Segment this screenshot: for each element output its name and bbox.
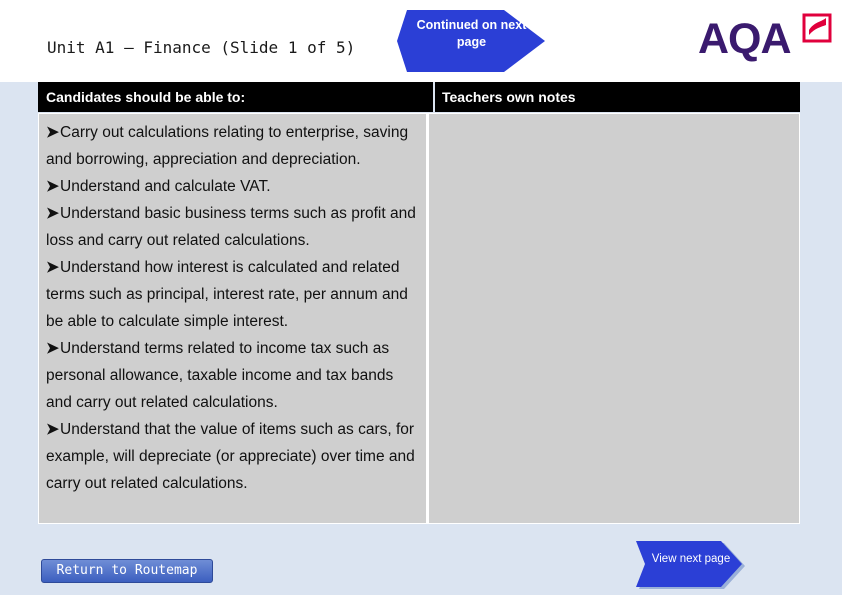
- view-next-page-button[interactable]: [634, 540, 748, 592]
- list-item-text: Understand and calculate VAT.: [60, 178, 271, 195]
- return-to-routemap-button[interactable]: Return to Routemap: [41, 559, 213, 583]
- list-item: [46, 254, 418, 335]
- view-next-label: View next page: [651, 553, 731, 565]
- objectives-list: [39, 114, 426, 497]
- list-item: [46, 335, 418, 416]
- list-item: [46, 200, 418, 254]
- arrow-bullet-icon: ➤: [46, 205, 59, 222]
- column-header-candidates: Candidates should be able to:: [46, 89, 246, 105]
- table-header: [38, 82, 800, 112]
- list-item-text: Understand terms related to income tax such as personal allowance, taxable income and tax bands and carry out related calculations.: [46, 340, 394, 411]
- arrow-bullet-icon: ➤: [46, 421, 59, 438]
- next-arrow-icon: [634, 540, 748, 592]
- logo-text: AQA: [698, 15, 791, 63]
- arrow-bullet-icon: ➤: [46, 259, 59, 276]
- arrow-bullet-icon: ➤: [46, 340, 59, 357]
- list-item-text: Understand how interest is calculated and related terms such as principal, interest rate, per annum and be able to calculate simple interest.: [46, 259, 408, 330]
- list-item: [46, 119, 418, 173]
- list-item-text: Understand that the value of items such as cars, for example, will depreciate (or appreciate) over time and carry out related calculations.: [46, 421, 415, 492]
- teachers-notes-cell[interactable]: [427, 113, 800, 524]
- list-item-text: Understand basic business terms such as profit and loss and carry out related calculations.: [46, 205, 416, 249]
- logo-mark-icon: [802, 13, 832, 43]
- continued-badge: [397, 9, 547, 73]
- list-item: [46, 416, 418, 497]
- list-item-text: Carry out calculations relating to enterprise, saving and borrowing, appreciation and depreciation.: [46, 124, 409, 168]
- arrow-bullet-icon: ➤: [46, 178, 59, 195]
- arrow-bullet-icon: ➤: [46, 124, 59, 141]
- candidates-cell: [38, 113, 427, 524]
- slide-title: Unit A1 – Finance (Slide 1 of 5): [47, 38, 356, 57]
- aqa-logo: [698, 10, 834, 62]
- column-header-notes: Teachers own notes: [433, 82, 576, 112]
- list-item: [46, 173, 418, 200]
- continued-label: Continued on next page: [416, 18, 527, 49]
